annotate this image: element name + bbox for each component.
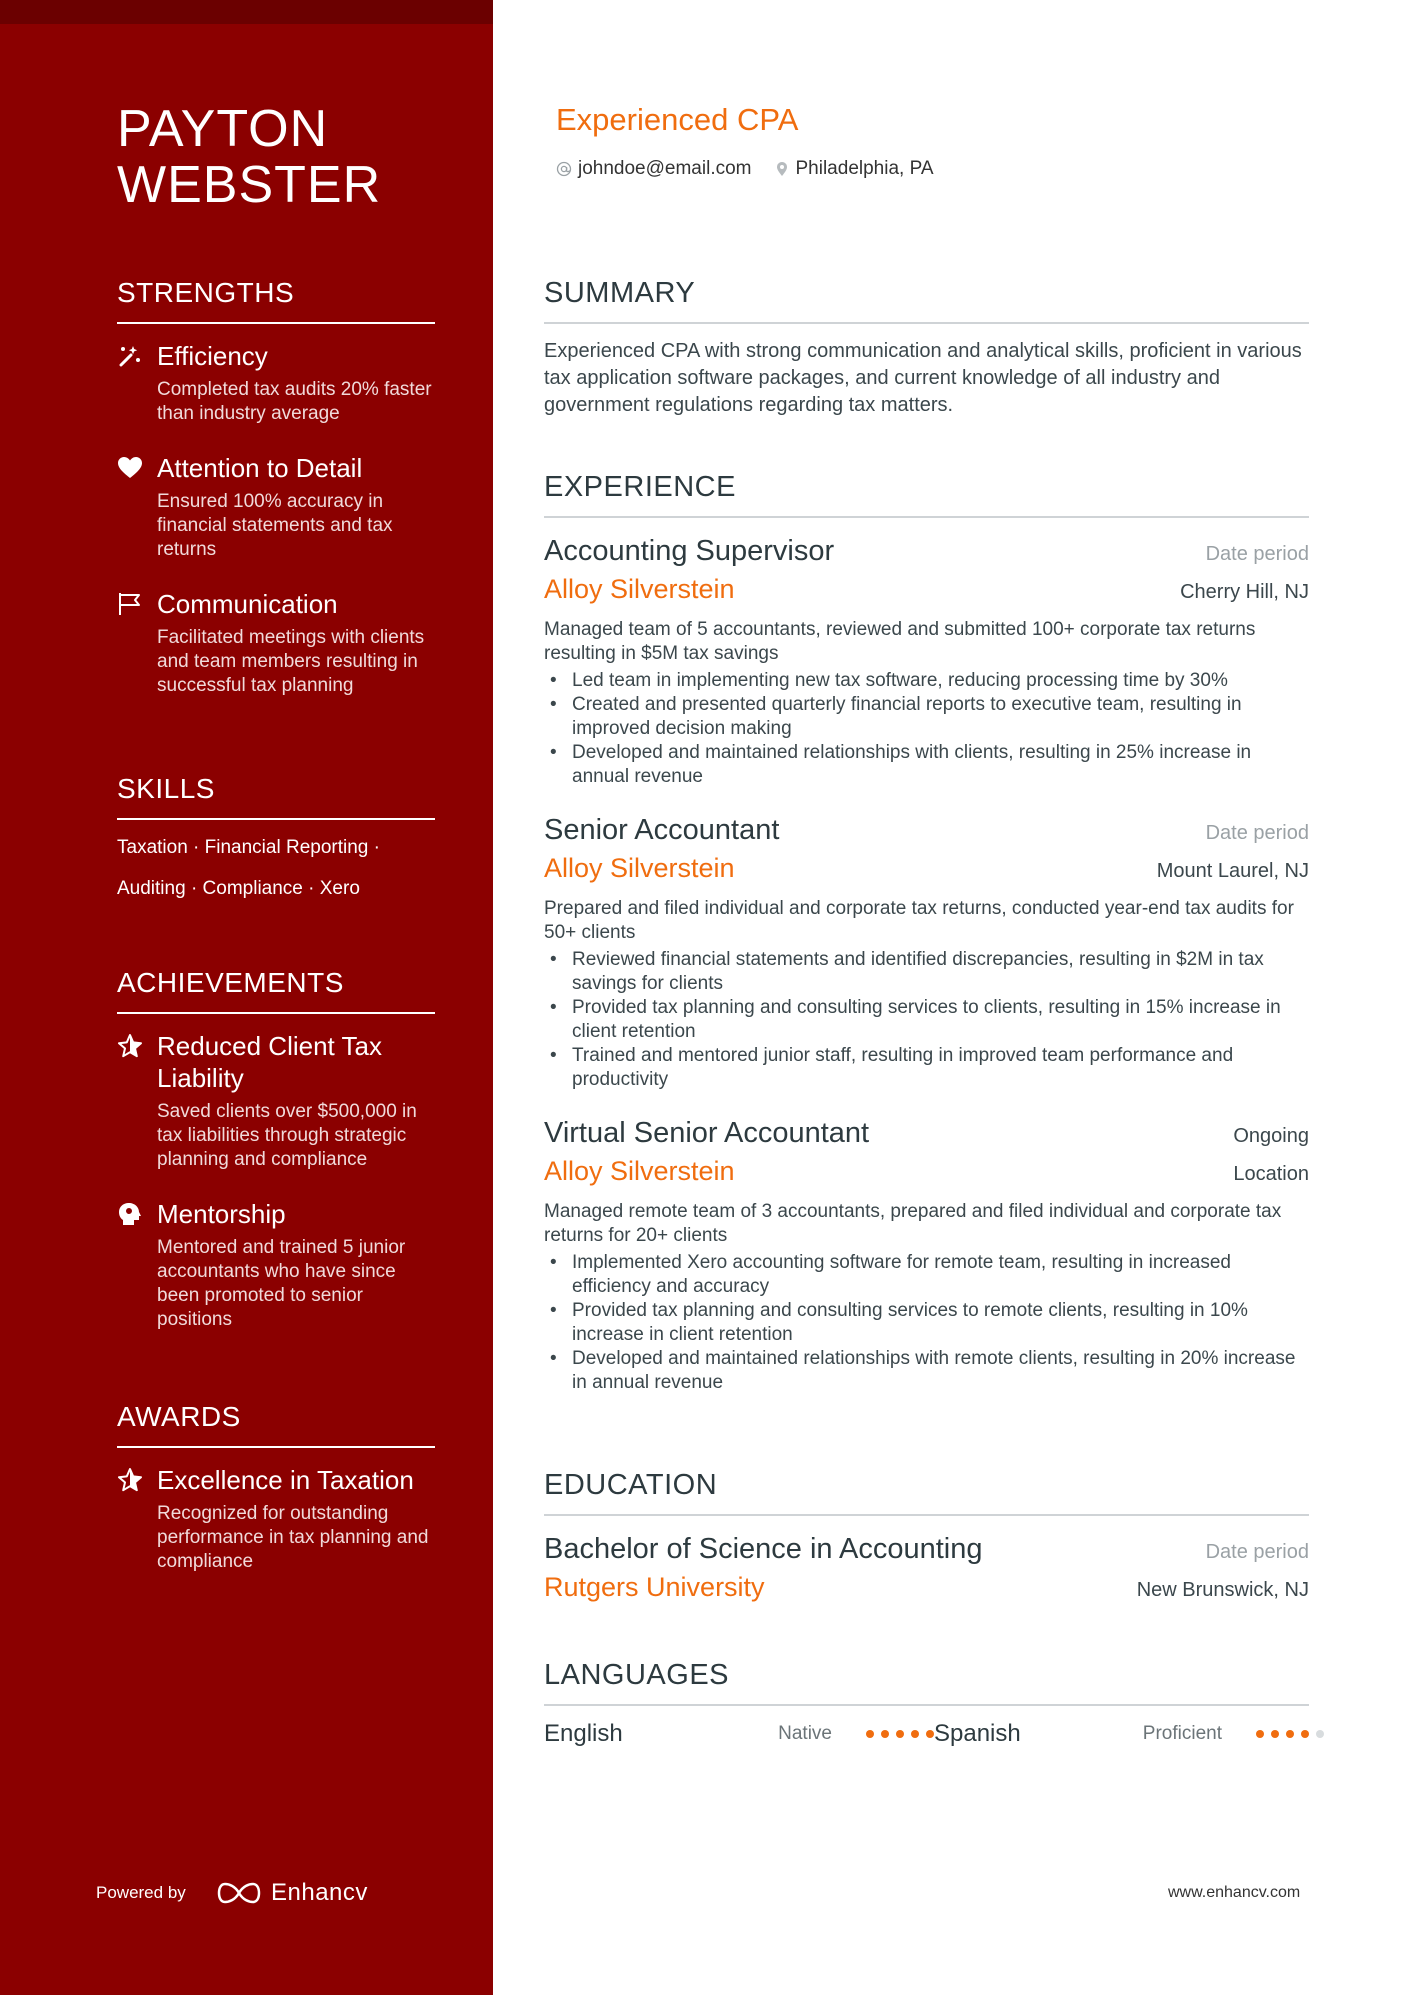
contact-location xyxy=(774,158,934,180)
sidebar xyxy=(0,0,493,1995)
achievement-item xyxy=(117,1030,435,1172)
job-bullet: • Trained and mentored junior staff, resulting in improved team performance and productivity xyxy=(544,1044,1309,1092)
rating-dot xyxy=(896,1730,904,1738)
award-title: Excellence in Taxation xyxy=(157,1465,414,1495)
strength-desc: Ensured 100% accuracy in financial statements and tax returns xyxy=(157,491,393,560)
languages-section xyxy=(544,1658,1309,1748)
achievement-title: Reduced Client Tax Liability xyxy=(157,1031,382,1093)
strength-item xyxy=(117,588,435,698)
job-location: Cherry Hill, NJ xyxy=(1180,581,1309,603)
job-bullet: • Developed and maintained relationships with remote clients, resulting in 20% increase in annual revenue xyxy=(544,1347,1309,1395)
job-date: Date period xyxy=(1205,822,1309,844)
contact-row xyxy=(556,158,934,180)
job-date: Date period xyxy=(1205,543,1309,565)
rating-dot xyxy=(1271,1730,1279,1738)
experience-heading: EXPERIENCE xyxy=(544,470,1309,518)
job-bullet: • Implemented Xero accounting software for remote team, resulting in increased efficiency and accuracy xyxy=(544,1251,1309,1299)
summary-text: Experienced CPA with strong communication and analytical skills, proficient in various tax application software packages, and current knowledge of all industry and government regulations regarding tax matters. xyxy=(544,340,1302,416)
achievements-heading: ACHIEVEMENTS xyxy=(117,966,435,1014)
education-location: New Brunswick, NJ xyxy=(1136,1579,1309,1601)
strength-item xyxy=(117,452,435,562)
language-level: Proficient xyxy=(1142,1723,1222,1744)
achievements-section xyxy=(117,966,435,1358)
candidate-name xyxy=(117,101,477,213)
rating-dot xyxy=(1316,1730,1324,1738)
language-name: English xyxy=(544,1720,623,1747)
rating-dot xyxy=(866,1730,874,1738)
summary-heading: SUMMARY xyxy=(544,276,1309,324)
language-level: Native xyxy=(778,1723,832,1744)
flag-icon xyxy=(117,591,143,617)
education-date: Date period xyxy=(1205,1541,1309,1563)
heart-icon xyxy=(117,455,143,481)
enhancv-brand: Enhancv xyxy=(271,1879,368,1906)
job-bullet: • Provided tax planning and consulting services to clients, resulting in 15% increase in client retention xyxy=(544,996,1309,1044)
strengths-section xyxy=(117,276,435,724)
job-bullet: • Developed and maintained relationships with clients, resulting in 25% increase in annual revenue xyxy=(544,741,1309,789)
awards-heading: AWARDS xyxy=(117,1400,435,1448)
star-icon xyxy=(117,1033,143,1059)
strength-title: Efficiency xyxy=(157,341,268,371)
job-entry xyxy=(544,811,1309,1092)
strength-title: Communication xyxy=(157,589,338,619)
language-item xyxy=(934,1720,1324,1748)
rating-dot xyxy=(1301,1730,1309,1738)
location-text: Philadelphia, PA xyxy=(795,158,934,179)
strength-title: Attention to Detail xyxy=(157,453,363,483)
job-location: Mount Laurel, NJ xyxy=(1156,860,1309,882)
job-date: Ongoing xyxy=(1233,1125,1309,1147)
language-item xyxy=(544,1720,934,1748)
job-title: Senior Accountant xyxy=(544,814,780,846)
award-item xyxy=(117,1464,435,1574)
job-location: Location xyxy=(1233,1163,1309,1185)
job-title: Virtual Senior Accountant xyxy=(544,1117,870,1149)
rating-dot xyxy=(881,1730,889,1738)
job-title: Accounting Supervisor xyxy=(544,535,835,567)
enhancv-logo[interactable] xyxy=(217,1876,368,1910)
achievement-title: Mentorship xyxy=(157,1199,286,1229)
languages-row xyxy=(544,1720,1309,1748)
at-icon xyxy=(556,161,572,177)
language-rating xyxy=(1256,1730,1324,1738)
location-pin-icon xyxy=(774,161,790,177)
achievement-desc: Mentored and trained 5 junior accountants who have since been promoted to senior positions xyxy=(157,1237,406,1330)
company-name: Alloy Silverstein xyxy=(544,1156,735,1186)
rating-dot xyxy=(926,1730,934,1738)
experience-section xyxy=(544,470,1309,1417)
role-title: Experienced CPA xyxy=(556,102,799,137)
strengths-heading: STRENGTHS xyxy=(117,276,435,324)
job-bullets xyxy=(544,948,1309,1092)
job-bullets xyxy=(544,669,1309,789)
skills-heading: SKILLS xyxy=(117,772,435,820)
name-line-1: PAYTON xyxy=(117,100,329,158)
degree-title: Bachelor of Science in Accounting xyxy=(544,1533,983,1565)
job-bullet: • Created and presented quarterly financial reports to executive team, resulting in improved decision making xyxy=(544,693,1309,741)
awards-section xyxy=(117,1400,435,1600)
company-name: Alloy Silverstein xyxy=(544,574,735,604)
language-rating xyxy=(866,1730,934,1738)
strength-desc: Completed tax audits 20% faster than industry average xyxy=(157,379,432,424)
contact-email[interactable] xyxy=(556,158,752,180)
skills-line: Auditing · Compliance · Xero xyxy=(117,878,360,899)
powered-by-label: Powered by xyxy=(96,1883,186,1902)
footer-url[interactable]: www.enhancv.com xyxy=(1168,1884,1301,1901)
school-name: Rutgers University xyxy=(544,1572,765,1602)
education-section xyxy=(544,1468,1309,1606)
job-description: Prepared and filed individual and corporate tax returns, conducted year-end tax audits for 50+ clients xyxy=(544,898,1294,943)
skills-section xyxy=(117,772,435,918)
head-icon xyxy=(117,1201,143,1227)
job-description: Managed team of 5 accountants, reviewed and submitted 100+ corporate tax returns resulting in $5M tax savings xyxy=(544,619,1256,664)
language-name: Spanish xyxy=(934,1720,1021,1747)
job-bullet: • Reviewed financial statements and identified discrepancies, resulting in $2M in tax savings for clients xyxy=(544,948,1309,996)
rating-dot xyxy=(1286,1730,1294,1738)
email-text: johndoe@email.com xyxy=(578,158,752,179)
job-bullet: • Led team in implementing new tax software, reducing processing time by 30% xyxy=(544,669,1309,693)
name-line-2: WEBSTER xyxy=(117,156,382,214)
achievement-desc: Saved clients over $500,000 in tax liabilities through strategic planning and compliance xyxy=(157,1101,417,1170)
summary-section xyxy=(544,276,1309,419)
enhancv-logo-icon xyxy=(217,1881,261,1905)
skills-line: Taxation · Financial Reporting · xyxy=(117,837,380,858)
award-desc: Recognized for outstanding performance in tax planning and compliance xyxy=(157,1503,429,1572)
rating-dot xyxy=(1256,1730,1264,1738)
rating-dot xyxy=(911,1730,919,1738)
job-bullet: • Provided tax planning and consulting services to remote clients, resulting in 10% increase in client retention xyxy=(544,1299,1309,1347)
job-entry xyxy=(544,532,1309,789)
job-bullets xyxy=(544,1251,1309,1395)
star-icon xyxy=(117,1467,143,1493)
job-description: Managed remote team of 3 accountants, prepared and filed individual and corporate tax returns for 20+ clients xyxy=(544,1201,1282,1246)
company-name: Alloy Silverstein xyxy=(544,853,735,883)
education-heading: EDUCATION xyxy=(544,1468,1309,1516)
sidebar-top-bar xyxy=(0,0,493,24)
achievement-item xyxy=(117,1198,435,1332)
strength-item xyxy=(117,340,435,426)
wand-icon xyxy=(117,343,143,369)
job-entry xyxy=(544,1114,1309,1395)
languages-heading: LANGUAGES xyxy=(544,1658,1309,1706)
strength-desc: Facilitated meetings with clients and team members resulting in successful tax planning xyxy=(157,627,425,696)
